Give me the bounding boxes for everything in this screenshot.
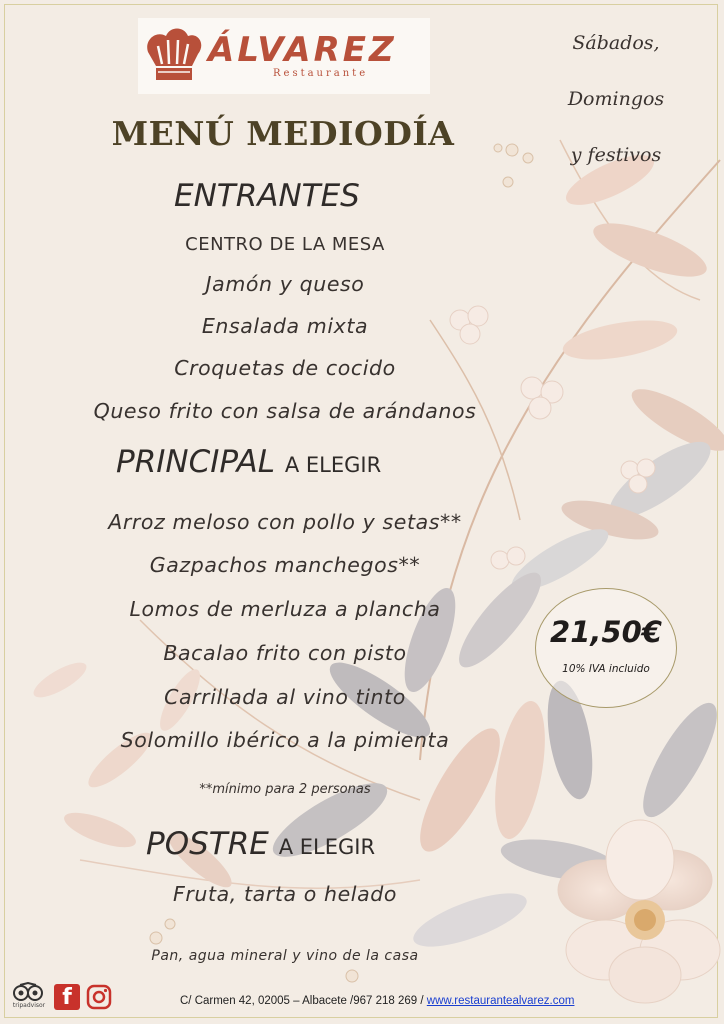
starter-item: Queso frito con salsa de arándanos [93,399,477,423]
mains-heading [116,444,381,480]
starter-item: Jamón y queso [205,272,365,296]
days-line-1: Sábados, [572,32,660,54]
days-line-3: y festivos [570,144,662,166]
starters-title: ENTRANTES [174,178,360,214]
main-item: Arroz meloso con pollo y setas** [108,510,462,534]
dessert-item: Fruta, tarta o helado [172,882,398,906]
dessert-title: POSTRE [146,826,269,862]
mains-choice: A ELEGIR [284,453,382,477]
tripadvisor-label: tripadvisor [12,1002,46,1009]
brand-name: ÁLVAREZ [208,30,397,70]
price-note: 10% IVA incluido [562,663,650,675]
price-badge [535,588,677,708]
chef-hat-icon [142,26,204,86]
main-item: Solomillo ibérico a la pimienta [120,728,450,752]
main-item: Carrillada al vino tinto [164,685,406,709]
facebook-icon[interactable]: f [54,984,80,1010]
main-item: Lomos de merluza a plancha [129,597,441,621]
days-line-2: Domingos [567,88,665,110]
main-item: Bacalao frito con pisto [163,641,407,665]
instagram-icon[interactable] [86,984,112,1010]
starter-item: Croquetas de cocido [174,356,396,380]
mains-note: **mínimo para 2 personas [199,782,371,797]
menu-title: MENÚ MEDIODÍA [111,114,455,153]
starters-subtitle: CENTRO DE LA MESA [185,234,385,255]
dessert-choice: A ELEGIR [278,835,376,859]
extras-note: Pan, agua mineral y vino de la casa [151,948,419,964]
dessert-heading [146,826,375,862]
brand-subtitle: Restaurante [273,68,369,79]
website-link[interactable]: www.restaurantealvarez.com [426,995,575,1007]
mains-title: PRINCIPAL [116,444,275,480]
footer-contact [180,995,660,1007]
price-value: 21,50€ [550,615,662,649]
starter-item: Ensalada mixta [201,314,369,338]
restaurant-logo [138,18,430,94]
main-item: Gazpachos manchegos** [149,553,421,577]
footer-address: C/ Carmen 42, 02005 – Albacete /967 218 269 / [180,995,427,1007]
